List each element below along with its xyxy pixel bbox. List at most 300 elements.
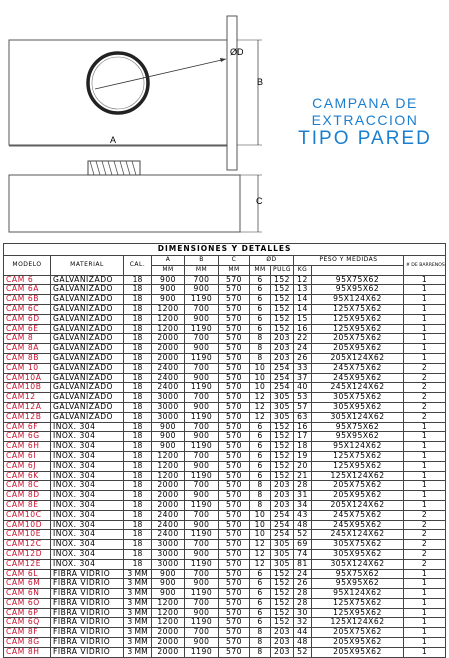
medidas-cell: 305X124X62: [312, 559, 404, 569]
a-cell: 900: [152, 422, 185, 432]
material-cell: INOX. 304: [51, 481, 124, 491]
table-row: [4, 314, 446, 324]
c-cell: 570: [219, 510, 250, 520]
cal-cell: 18: [124, 451, 152, 461]
material-cell: FIBRA VIDRIO: [51, 579, 124, 589]
c-cell: 570: [219, 608, 250, 618]
material-cell: FIBRA VIDRIO: [51, 589, 124, 599]
b-cell: 1190: [185, 324, 219, 334]
kg-cell: 14: [294, 295, 312, 305]
d-mm-cell: 6: [250, 598, 271, 608]
d-pulg-cell: 254: [271, 520, 294, 530]
model-cell: CAM12B: [4, 412, 51, 422]
model-cell: CAM 6G: [4, 432, 51, 442]
barrenos-cell: 2: [404, 363, 446, 373]
d-mm-cell: 8: [250, 491, 271, 501]
cal-cell: 18: [124, 422, 152, 432]
cal-cell: 18: [124, 471, 152, 481]
d-pulg-cell: 305: [271, 559, 294, 569]
a-cell: 900: [152, 432, 185, 442]
a-cell: 2000: [152, 344, 185, 354]
table-row: [4, 638, 446, 648]
material-cell: INOX. 304: [51, 520, 124, 530]
b-cell: 1190: [185, 589, 219, 599]
d-pulg-cell: 152: [271, 314, 294, 324]
d-pulg-cell: 152: [271, 598, 294, 608]
c-cell: 570: [219, 598, 250, 608]
medidas-cell: 245X124X62: [312, 383, 404, 393]
medidas-cell: 205X124X62: [312, 500, 404, 510]
kg-cell: 12: [294, 275, 312, 285]
a-cell: 2400: [152, 510, 185, 520]
d-pulg-cell: 305: [271, 540, 294, 550]
header-material: MATERIAL: [51, 256, 124, 276]
d-pulg-cell: 203: [271, 647, 294, 657]
c-cell: 570: [219, 275, 250, 285]
diameter-leader: [95, 59, 226, 89]
kg-cell: 28: [294, 598, 312, 608]
d-mm-cell: 8: [250, 638, 271, 648]
material-cell: GALVANIZADO: [51, 363, 124, 373]
medidas-cell: 305X75X62: [312, 393, 404, 403]
d-mm-cell: 6: [250, 451, 271, 461]
cal-cell: 18: [124, 500, 152, 510]
table-row: [4, 540, 446, 550]
material-cell: INOX. 304: [51, 540, 124, 550]
cal-cell: 18: [124, 393, 152, 403]
table-row: [4, 491, 446, 501]
d-pulg-cell: 152: [271, 608, 294, 618]
b-cell: 700: [185, 540, 219, 550]
c-cell: 570: [219, 647, 250, 657]
header-c: C: [219, 256, 250, 266]
cal-cell: 18: [124, 304, 152, 314]
material-cell: GALVANIZADO: [51, 295, 124, 305]
model-cell: CAM 6P: [4, 608, 51, 618]
kg-cell: 74: [294, 549, 312, 559]
duct-collar-hatch: [90, 161, 136, 175]
a-cell: 900: [152, 589, 185, 599]
b-cell: 700: [185, 510, 219, 520]
model-cell: CAM10C: [4, 510, 51, 520]
header-d-pulg: PULG: [271, 265, 294, 275]
a-cell: 2400: [152, 373, 185, 383]
c-cell: 570: [219, 540, 250, 550]
medidas-cell: 125X95X62: [312, 324, 404, 334]
material-cell: INOX. 304: [51, 500, 124, 510]
material-cell: INOX. 304: [51, 530, 124, 540]
barrenos-cell: 2: [404, 540, 446, 550]
kg-cell: 13: [294, 285, 312, 295]
d-mm-cell: 10: [250, 530, 271, 540]
cal-cell: 3 MM: [124, 589, 152, 599]
model-cell: CAM 6E: [4, 324, 51, 334]
a-cell: 2000: [152, 500, 185, 510]
a-cell: 900: [152, 275, 185, 285]
header-d-mm: MM: [250, 265, 271, 275]
d-mm-cell: 12: [250, 549, 271, 559]
barrenos-cell: 1: [404, 304, 446, 314]
a-cell: 1200: [152, 461, 185, 471]
a-cell: 1200: [152, 324, 185, 334]
cal-cell: 3 MM: [124, 569, 152, 579]
c-cell: 570: [219, 344, 250, 354]
d-mm-cell: 6: [250, 471, 271, 481]
barrenos-cell: 2: [404, 520, 446, 530]
barrenos-cell: 1: [404, 481, 446, 491]
model-cell: CAM 6F: [4, 422, 51, 432]
a-cell: 2000: [152, 638, 185, 648]
medidas-cell: 305X124X62: [312, 412, 404, 422]
d-pulg-cell: 152: [271, 461, 294, 471]
cal-cell: 3 MM: [124, 618, 152, 628]
medidas-cell: 205X124X62: [312, 353, 404, 363]
material-cell: GALVANIZADO: [51, 373, 124, 383]
kg-cell: 22: [294, 334, 312, 344]
c-cell: 570: [219, 432, 250, 442]
model-cell: CAM 6A: [4, 285, 51, 295]
medidas-cell: 95X75X62: [312, 569, 404, 579]
model-cell: CAM10E: [4, 530, 51, 540]
table-row: [4, 589, 446, 599]
table-row: [4, 549, 446, 559]
d-mm-cell: 12: [250, 393, 271, 403]
d-pulg-cell: 152: [271, 285, 294, 295]
barrenos-cell: 1: [404, 451, 446, 461]
model-cell: CAM 6M: [4, 579, 51, 589]
c-cell: 570: [219, 618, 250, 628]
medidas-cell: 205X95X62: [312, 647, 404, 657]
barrenos-cell: 2: [404, 559, 446, 569]
d-mm-cell: 6: [250, 314, 271, 324]
barrenos-cell: 1: [404, 589, 446, 599]
kg-cell: 40: [294, 383, 312, 393]
model-cell: CAM 8A: [4, 344, 51, 354]
medidas-cell: 205X75X62: [312, 334, 404, 344]
kg-cell: 16: [294, 324, 312, 334]
c-cell: 570: [219, 422, 250, 432]
model-cell: CAM 8E: [4, 500, 51, 510]
c-cell: 570: [219, 402, 250, 412]
title-line-1: CAMPANA DE: [312, 95, 418, 111]
medidas-cell: 245X95X62: [312, 520, 404, 530]
table-title: DIMENSIONES Y DETALLES: [4, 244, 446, 256]
model-cell: CAM12C: [4, 540, 51, 550]
kg-cell: 37: [294, 373, 312, 383]
material-cell: GALVANIZADO: [51, 412, 124, 422]
d-pulg-cell: 203: [271, 500, 294, 510]
medidas-cell: 125X75X62: [312, 304, 404, 314]
a-cell: 2000: [152, 628, 185, 638]
table-row: [4, 559, 446, 569]
cal-cell: 18: [124, 383, 152, 393]
d-mm-cell: 6: [250, 295, 271, 305]
b-cell: 900: [185, 608, 219, 618]
barrenos-cell: 1: [404, 442, 446, 452]
c-cell: 570: [219, 451, 250, 461]
model-cell: CAM 8: [4, 334, 51, 344]
d-mm-cell: 8: [250, 500, 271, 510]
barrenos-cell: 1: [404, 285, 446, 295]
medidas-cell: 95X124X62: [312, 295, 404, 305]
d-mm-cell: 10: [250, 363, 271, 373]
dimensions-table: [3, 243, 446, 658]
d-mm-cell: 6: [250, 304, 271, 314]
material-cell: GALVANIZADO: [51, 324, 124, 334]
a-cell: 2400: [152, 363, 185, 373]
d-mm-cell: 10: [250, 383, 271, 393]
model-cell: CAM12A: [4, 402, 51, 412]
medidas-cell: 95X75X62: [312, 422, 404, 432]
model-cell: CAM 6O: [4, 598, 51, 608]
cal-cell: 18: [124, 549, 152, 559]
barrenos-cell: 1: [404, 295, 446, 305]
header-peso: PESO Y MEDIDAS: [294, 256, 404, 266]
a-cell: 3000: [152, 412, 185, 422]
barrenos-cell: 1: [404, 638, 446, 648]
model-cell: CAM 8D: [4, 491, 51, 501]
medidas-cell: 305X95X62: [312, 402, 404, 412]
header-medidas: [312, 265, 404, 275]
kg-cell: 26: [294, 353, 312, 363]
b-cell: 1190: [185, 618, 219, 628]
model-cell: CAM 6K: [4, 471, 51, 481]
header-b-mm: MM: [185, 265, 219, 275]
barrenos-cell: 1: [404, 314, 446, 324]
material-cell: GALVANIZADO: [51, 344, 124, 354]
table-row: [4, 402, 446, 412]
medidas-cell: 305X75X62: [312, 540, 404, 550]
d-pulg-cell: 152: [271, 589, 294, 599]
b-cell: 700: [185, 628, 219, 638]
d-mm-cell: 6: [250, 285, 271, 295]
barrenos-cell: 2: [404, 402, 446, 412]
b-cell: 700: [185, 598, 219, 608]
c-cell: 570: [219, 530, 250, 540]
a-cell: 1200: [152, 608, 185, 618]
model-cell: CAM12: [4, 393, 51, 403]
d-mm-cell: 6: [250, 461, 271, 471]
d-pulg-cell: 152: [271, 618, 294, 628]
diameter-arrowhead: [220, 58, 226, 62]
a-cell: 1200: [152, 304, 185, 314]
material-cell: GALVANIZADO: [51, 334, 124, 344]
b-cell: 1190: [185, 295, 219, 305]
diameter-label: ØD: [230, 47, 244, 57]
hood-front-body: [9, 40, 227, 145]
d-pulg-cell: 254: [271, 363, 294, 373]
d-pulg-cell: 305: [271, 402, 294, 412]
b-cell: 1190: [185, 647, 219, 657]
b-cell: 900: [185, 314, 219, 324]
barrenos-cell: 2: [404, 510, 446, 520]
model-cell: CAM10B: [4, 383, 51, 393]
kg-cell: 21: [294, 471, 312, 481]
kg-cell: 15: [294, 314, 312, 324]
a-cell: 3000: [152, 393, 185, 403]
material-cell: FIBRA VIDRIO: [51, 598, 124, 608]
barrenos-cell: 2: [404, 530, 446, 540]
table-row: [4, 393, 446, 403]
model-cell: CAM 6D: [4, 314, 51, 324]
b-cell: 700: [185, 451, 219, 461]
cal-cell: 3 MM: [124, 628, 152, 638]
barrenos-cell: 1: [404, 324, 446, 334]
d-pulg-cell: 152: [271, 432, 294, 442]
a-cell: 3000: [152, 402, 185, 412]
b-cell: 1190: [185, 559, 219, 569]
kg-cell: 19: [294, 451, 312, 461]
barrenos-cell: 1: [404, 334, 446, 344]
kg-cell: 18: [294, 442, 312, 452]
cal-cell: 18: [124, 540, 152, 550]
b-cell: 1190: [185, 500, 219, 510]
d-mm-cell: 12: [250, 412, 271, 422]
medidas-cell: 245X124X62: [312, 530, 404, 540]
kg-cell: 24: [294, 344, 312, 354]
table-row: [4, 442, 446, 452]
b-cell: 900: [185, 520, 219, 530]
c-cell: 570: [219, 461, 250, 471]
b-cell: 900: [185, 344, 219, 354]
barrenos-cell: 1: [404, 569, 446, 579]
b-cell: 900: [185, 491, 219, 501]
kg-cell: 32: [294, 618, 312, 628]
d-mm-cell: 6: [250, 589, 271, 599]
barrenos-cell: 1: [404, 491, 446, 501]
kg-cell: 14: [294, 304, 312, 314]
a-cell: 2000: [152, 491, 185, 501]
table-row: [4, 598, 446, 608]
c-cell: 570: [219, 442, 250, 452]
medidas-cell: 95X75X62: [312, 275, 404, 285]
cal-cell: 3 MM: [124, 647, 152, 657]
kg-cell: 30: [294, 608, 312, 618]
kg-cell: 24: [294, 569, 312, 579]
c-cell: 570: [219, 412, 250, 422]
barrenos-cell: 1: [404, 598, 446, 608]
d-mm-cell: 8: [250, 481, 271, 491]
table-row: [4, 500, 446, 510]
kg-cell: 48: [294, 520, 312, 530]
material-cell: GALVANIZADO: [51, 402, 124, 412]
model-cell: CAM10A: [4, 373, 51, 383]
d-mm-cell: 6: [250, 432, 271, 442]
barrenos-cell: 2: [404, 383, 446, 393]
medidas-cell: 245X95X62: [312, 373, 404, 383]
d-pulg-cell: 305: [271, 393, 294, 403]
b-cell: 700: [185, 304, 219, 314]
table-body: [4, 275, 446, 657]
kg-cell: 57: [294, 402, 312, 412]
a-cell: 1200: [152, 598, 185, 608]
cal-cell: 18: [124, 412, 152, 422]
d-mm-cell: 6: [250, 275, 271, 285]
c-cell: 570: [219, 500, 250, 510]
model-cell: CAM 6C: [4, 304, 51, 314]
cal-cell: 18: [124, 334, 152, 344]
table-row: [4, 363, 446, 373]
kg-cell: 48: [294, 638, 312, 648]
medidas-cell: 205X95X62: [312, 344, 404, 354]
medidas-cell: 205X75X62: [312, 628, 404, 638]
cal-cell: 18: [124, 324, 152, 334]
cal-cell: 3 MM: [124, 579, 152, 589]
model-cell: CAM 6I: [4, 451, 51, 461]
b-cell: 700: [185, 569, 219, 579]
barrenos-cell: 1: [404, 422, 446, 432]
a-cell: 900: [152, 569, 185, 579]
material-cell: INOX. 304: [51, 559, 124, 569]
c-cell: 570: [219, 314, 250, 324]
kg-cell: 28: [294, 589, 312, 599]
a-cell: 2400: [152, 530, 185, 540]
d-pulg-cell: 152: [271, 324, 294, 334]
material-cell: INOX. 304: [51, 442, 124, 452]
material-cell: FIBRA VIDRIO: [51, 569, 124, 579]
barrenos-cell: 1: [404, 647, 446, 657]
d-pulg-cell: 203: [271, 334, 294, 344]
header-modelo: MODELO: [4, 256, 51, 276]
b-cell: 900: [185, 373, 219, 383]
model-cell: CAM 8H: [4, 647, 51, 657]
a-cell: 1200: [152, 314, 185, 324]
model-cell: CAM10D: [4, 520, 51, 530]
c-cell: 570: [219, 569, 250, 579]
material-cell: FIBRA VIDRIO: [51, 618, 124, 628]
model-cell: CAM 6N: [4, 589, 51, 599]
cal-cell: 18: [124, 432, 152, 442]
table-row: [4, 295, 446, 305]
kg-cell: 20: [294, 461, 312, 471]
cal-cell: 18: [124, 295, 152, 305]
cal-cell: 18: [124, 314, 152, 324]
product-title: [290, 95, 440, 150]
model-cell: CAM 6: [4, 275, 51, 285]
model-cell: CAM 6L: [4, 569, 51, 579]
a-cell: 900: [152, 295, 185, 305]
cal-cell: 18: [124, 559, 152, 569]
dim-c-label: C: [256, 196, 263, 206]
medidas-cell: 95X95X62: [312, 579, 404, 589]
d-pulg-cell: 152: [271, 451, 294, 461]
b-cell: 900: [185, 579, 219, 589]
medidas-cell: 125X95X62: [312, 461, 404, 471]
table-row: [4, 451, 446, 461]
d-mm-cell: 10: [250, 510, 271, 520]
b-cell: 700: [185, 275, 219, 285]
c-cell: 570: [219, 304, 250, 314]
cal-cell: 18: [124, 530, 152, 540]
material-cell: GALVANIZADO: [51, 353, 124, 363]
a-cell: 3000: [152, 549, 185, 559]
cal-cell: 18: [124, 373, 152, 383]
cal-cell: 18: [124, 275, 152, 285]
b-cell: 900: [185, 549, 219, 559]
d-mm-cell: 6: [250, 579, 271, 589]
d-mm-cell: 6: [250, 442, 271, 452]
cal-cell: 18: [124, 491, 152, 501]
d-mm-cell: 8: [250, 647, 271, 657]
c-cell: 570: [219, 334, 250, 344]
kg-cell: 33: [294, 363, 312, 373]
barrenos-cell: 1: [404, 579, 446, 589]
a-cell: 1200: [152, 471, 185, 481]
b-cell: 900: [185, 402, 219, 412]
d-mm-cell: 8: [250, 344, 271, 354]
material-cell: FIBRA VIDRIO: [51, 638, 124, 648]
c-cell: 570: [219, 324, 250, 334]
